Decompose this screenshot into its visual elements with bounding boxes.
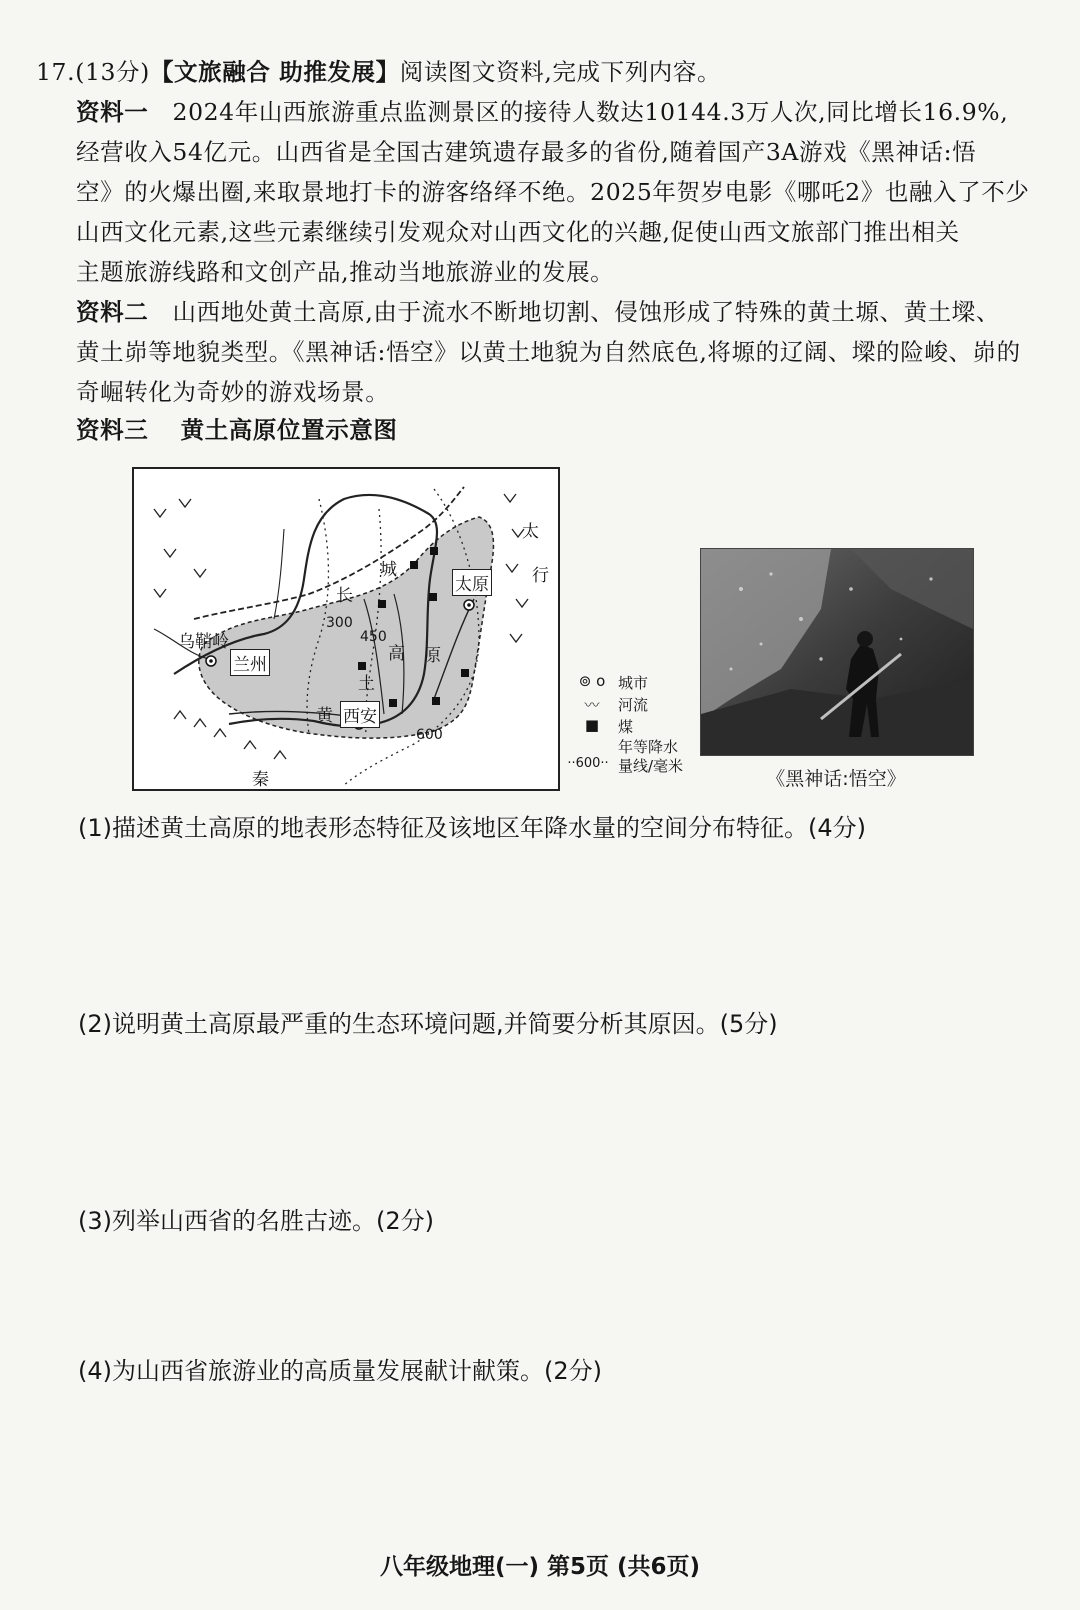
material1-label: 资料一 [76, 98, 149, 126]
label-gao: 高 [388, 644, 405, 664]
river-icon: 〰 [584, 696, 600, 714]
label-wushaoling: 乌鞘岭 [178, 632, 229, 652]
material3-label: 资料三 [76, 416, 149, 444]
map-legend: ⊚ o 城市 〰 河流 ■ 煤 ··600·· 年等降水量线/毫米 [567, 672, 684, 775]
label-cheng: 城 [380, 560, 397, 580]
material1-line-4: 山西文化元素,这些元素继续引发观众对山西文化的兴趣,促使山西文旅部门推出相关 [76, 218, 960, 246]
mountain-ticks-west [154, 499, 206, 597]
subquestion-1: (1)描述黄土高原的地表形态特征及该地区年降水量的空间分布特征。(4分) [78, 814, 866, 842]
material2-line-1: 资料二 山西地处黄土高原,由于流水不断地切割、侵蚀形成了特殊的黄土塬、黄土墚、 [76, 298, 1000, 326]
city-icon: ⊚ o [578, 672, 606, 690]
question-instruction: 阅读图文资料,完成下列内容。 [399, 58, 722, 86]
label-tu: 土 [358, 674, 375, 694]
material2-label: 资料二 [76, 298, 149, 326]
label-lanzhou: 兰州 [230, 649, 270, 676]
material1-line-5: 主题旅游线路和文创产品,推动当地旅游业的发展。 [76, 258, 615, 286]
label-qin: 秦 [252, 770, 269, 790]
label-xing: 行 [532, 566, 549, 586]
question-header [36, 56, 721, 88]
material3-title: 黄土高原位置示意图 [180, 416, 398, 444]
subquestion-2: (2)说明黄土高原最严重的生态环境问题,并简要分析其原因。(5分) [78, 1010, 778, 1038]
isohyet-icon: ··600·· [567, 756, 609, 771]
subquestion-3: (3)列举山西省的名胜古迹。(2分) [78, 1207, 434, 1235]
subquestion-4: (4)为山西省旅游业的高质量发展献计献策。(2分) [78, 1357, 602, 1385]
material3-line [76, 414, 398, 446]
label-chang: 长 [336, 586, 353, 606]
tributary-4 [274, 529, 284, 619]
photo-caption: 《黑神话:悟空》 [766, 768, 906, 790]
question-score: (13分) [75, 58, 150, 86]
question-theme: 【文旅融合 助推发展】 [149, 58, 400, 86]
game-screenshot-photo [700, 548, 974, 756]
page-footer: 八年级地理(一) 第5页 (共6页) [379, 1554, 701, 1580]
label-tai: 太 [522, 522, 539, 542]
game-scene-image [701, 549, 973, 755]
label-xian: 西安 [340, 701, 380, 728]
material1-line-3: 空》的火爆出圈,来取景地打卡的游客络绎不绝。2025年贺岁电影《哪吒2》也融入了不少 [76, 178, 1030, 206]
label-taiyuan: 太原 [452, 569, 492, 596]
isohyet-label-300: 300 [326, 615, 353, 631]
coal-icon: ■ [584, 716, 600, 734]
label-yuan: 原 [424, 646, 441, 666]
label-huang: 黄 [316, 706, 333, 726]
material1-line-1: 资料一 2024年山西旅游重点监测景区的接待人数达10144.3万人次,同比增长16.9%, [76, 98, 1009, 126]
isohyet-label-600: 600 [416, 727, 443, 743]
loess-plateau-map [132, 467, 560, 791]
question-number: 17. [36, 58, 76, 86]
material2-line-3: 奇崛转化为奇妙的游戏场景。 [76, 378, 390, 406]
material1-line-2: 经营收入54亿元。山西省是全国古建筑遗存最多的省份,随着国产3A游戏《黑神话:悟 [76, 138, 977, 166]
isohyet-label-450: 450 [360, 629, 387, 645]
material2-line-2: 黄土峁等地貌类型。《黑神话:悟空》以黄土地貌为自然底色,将塬的辽阔、墚的险峻、峁的 [76, 338, 1021, 366]
